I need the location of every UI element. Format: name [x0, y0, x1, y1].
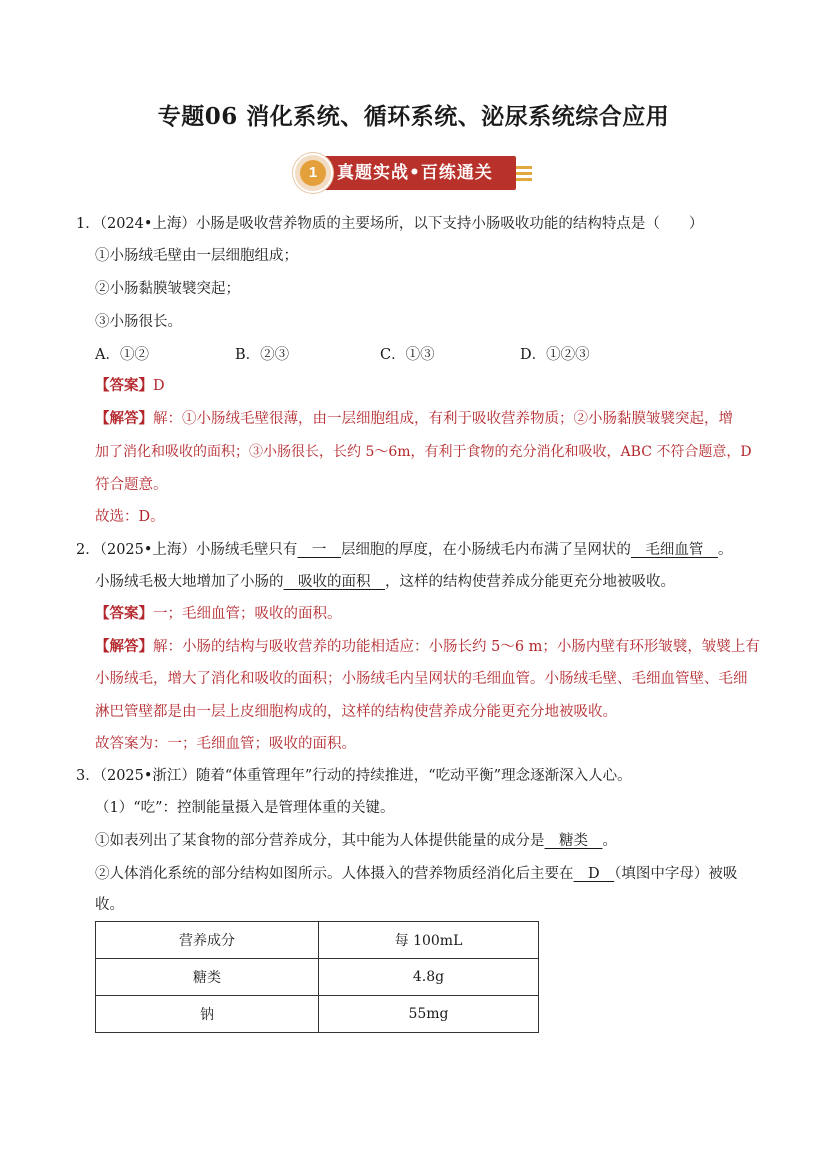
section-banner — [293, 153, 533, 193]
q2-line-2: 小肠绒毛极大地增加了小肠的 吸收的面积 ，这样的结构使营养成分能更充分地被吸收。 — [95, 574, 675, 590]
q1-item-1: ①小肠绒毛壁由一层细胞组成； — [95, 248, 298, 264]
q2-answer: 【答案】一；毛细血管；吸收的面积。 — [95, 605, 342, 622]
nutrition-table — [95, 921, 539, 1033]
q3-blank-2: D — [573, 866, 615, 882]
q1-item-2: ②小肠黏膜皱襞突起； — [95, 281, 240, 297]
q1-answer: 【答案】D — [95, 377, 165, 394]
table-header-cell: 每 100mL — [319, 922, 539, 959]
page-title: 专题06 消化系统、循环系统、泌尿系统综合应用 — [157, 103, 670, 130]
banner-number-badge — [293, 153, 333, 193]
table-header-cell: 营养成分 — [96, 922, 319, 959]
q3-blank-1: 糖类 — [544, 833, 603, 849]
q1-option-b: B．②③ — [235, 347, 290, 363]
q2-analysis-line-3: 淋巴管壁都是由一层上皮细胞构成的，这样的结构使营养成分能更充分地被吸收。 — [95, 704, 617, 720]
q1-choice: 故选：D。 — [95, 509, 165, 525]
q1-analysis-line-3: 符合题意。 — [95, 477, 168, 493]
q3-sub-1-item-2-cont: 收。 — [95, 897, 124, 913]
table-cell: 钠 — [96, 996, 319, 1033]
q3-sub-1-item-2: ②人体消化系统的部分结构如图所示。人体摄入的营养物质经消化后主要在 D （填图中字母）被吸 — [95, 866, 738, 882]
q3-stem: 3．（2025•浙江）随着“体重管理年”行动的持续推进，“吃动平衡”理念逐渐深入人心。 — [76, 768, 632, 784]
q1-item-3: ③小肠很长。 — [95, 314, 182, 330]
table-cell: 4.8g — [319, 959, 539, 996]
q2-blank-2: 毛细血管 — [630, 542, 718, 558]
q1-option-c: C．①③ — [380, 347, 435, 363]
table-row — [96, 996, 539, 1033]
table-row — [96, 959, 539, 996]
banner-text: 真题实战•百练通关 — [337, 163, 493, 183]
q1-stem: 1．（2024•上海）小肠是吸收营养物质的主要场所，以下支持小肠吸收功能的结构特点是（ ） — [76, 216, 704, 232]
q3-sub-1: （1）“吃”：控制能量摄入是管理体重的关键。 — [95, 800, 395, 816]
q2-final-answer: 故答案为：一；毛细血管；吸收的面积。 — [95, 736, 356, 752]
q1-analysis-line-1: 【解答】解：①小肠绒毛壁很薄，由一层细胞组成，有利于吸收营养物质；②小肠黏膜皱襞突起，增 — [95, 410, 733, 427]
table-cell: 糖类 — [96, 959, 319, 996]
banner-stripes-icon — [516, 166, 532, 182]
q2-blank-1: 一 — [297, 542, 341, 558]
banner-number: 1 — [300, 160, 326, 186]
q2-analysis-line-2: 小肠绒毛，增大了消化和吸收的面积；小肠绒毛内呈网状的毛细血管。小肠绒毛壁、毛细血管壁、毛细 — [95, 671, 748, 687]
q3-sub-1-item-1: ①如表列出了某食物的部分营养成分，其中能为人体提供能量的成分是 糖类 。 — [95, 833, 617, 849]
q1-option-d: D．①②③ — [520, 347, 590, 363]
q2-line-1: 2．（2025•上海）小肠绒毛壁只有 一 层细胞的厚度，在小肠绒毛内布满了呈网状的 毛细血管 。 — [76, 542, 733, 558]
q1-option-a: A．①② — [95, 347, 149, 363]
q2-analysis-line-1: 【解答】解：小肠的结构与吸收营养的功能相适应：小肠长约 5～6 m；小肠内壁有环形皱襞，皱襞上有 — [95, 638, 760, 655]
table-cell: 55mg — [319, 996, 539, 1033]
q2-blank-3: 吸收的面积 — [283, 574, 385, 590]
table-header-row — [96, 922, 539, 959]
q1-analysis-line-2: 加了消化和吸收的面积；③小肠很长，长约 5～6m，有利于食物的充分消化和吸收，ABC 不符合题意，D — [95, 444, 752, 460]
